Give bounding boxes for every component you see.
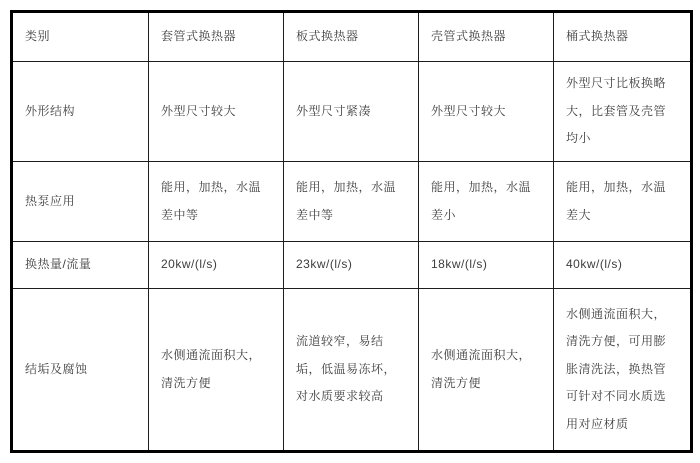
table-cell: 流道较窄，易结垢，低温易冻坏，对水质要求较高 [284,289,419,452]
table-cell: 能用，加热，水温差中等 [149,162,284,242]
column-header-category: 类别 [12,12,149,62]
table-cell: 能用，加热，水温差中等 [284,162,419,242]
table-cell: 18kw/(l/s) [419,242,554,289]
table-cell: 水侧通流面积大，清洗方便，可用膨胀清洗法，换热管可针对不同水质选用对应材质 [554,289,692,452]
table-cell: 外型尺寸比板换略大，比套管及壳管均小 [554,62,692,162]
table-row-heat-pump [12,162,692,242]
table-row-shape [12,62,692,162]
table-row-scaling-corrosion [12,289,692,452]
row-label: 结垢及腐蚀 [12,289,149,452]
column-header-plate: 板式换热器 [284,12,419,62]
heat-exchanger-comparison-table [10,10,693,453]
table-header-row [12,12,692,62]
table-cell: 20kw/(l/s) [149,242,284,289]
row-label: 换热量/流量 [12,242,149,289]
table-cell: 23kw/(l/s) [284,242,419,289]
row-label: 外形结构 [12,62,149,162]
column-header-shell-tube: 壳管式换热器 [419,12,554,62]
table-cell: 外型尺寸较大 [419,62,554,162]
row-label: 热泵应用 [12,162,149,242]
table-row-heat-flow [12,242,692,289]
column-header-double-pipe: 套管式换热器 [149,12,284,62]
table-cell: 水侧通流面积大，清洗方便 [149,289,284,452]
table-cell: 外型尺寸紧凑 [284,62,419,162]
table-cell: 能用，加热，水温差小 [419,162,554,242]
table-cell: 水侧通流面积大，清洗方便 [419,289,554,452]
column-header-tank: 桶式换热器 [554,12,692,62]
table-cell: 能用，加热，水温差大 [554,162,692,242]
table-cell: 外型尺寸较大 [149,62,284,162]
table-cell: 40kw/(l/s) [554,242,692,289]
